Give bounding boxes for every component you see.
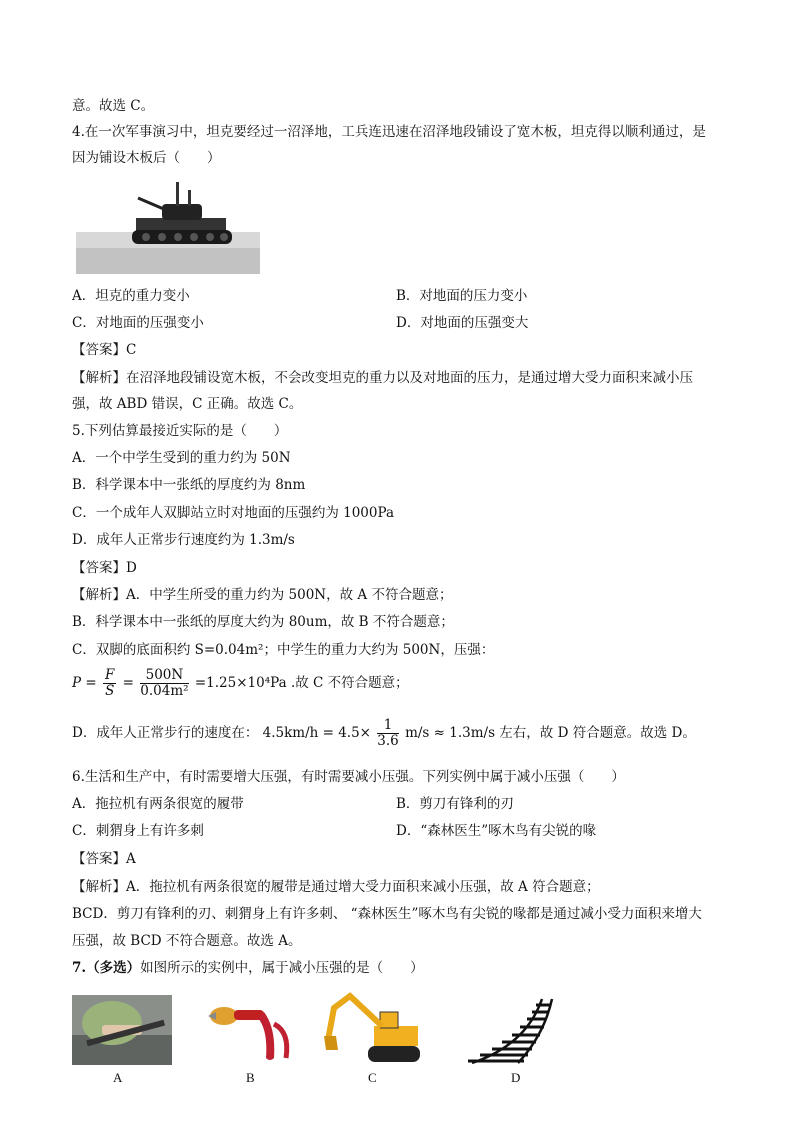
question-7-text: 如图所示的实例中，属于减小压强的是（ ） (140, 960, 424, 976)
fraction-numerator: F (105, 667, 115, 683)
formula-eq: = (85, 675, 97, 691)
safety-hammer-image (204, 998, 298, 1066)
excavator-image (324, 990, 424, 1070)
caption-c: C (368, 1070, 377, 1085)
speed-formula (72, 718, 696, 749)
formula-eq: = (122, 675, 134, 691)
option-5d: D．成年人正常步行速度约为 1.3m/s (72, 532, 295, 548)
explanation-6a: 【解析】A．拖拉机有两条很宽的履带是通过增大受力面积来减小压强，故 A 符合题意； (72, 879, 600, 895)
question-6-stem: 6.生活和生产中，有时需要增大压强，有时需要减小压强。下列实例中属于减小压强（ ） (72, 769, 625, 785)
fraction-f-over-s (103, 668, 116, 699)
formula-tail: 左右，故 D 符合题意。故选 D。 (499, 725, 696, 741)
formula-post: m/s ≈ 1.3m/s (405, 725, 495, 741)
option-4a: A．坦克的重力变小 (72, 288, 190, 304)
option-6b: B．剪刀有锋利的刃 (396, 796, 514, 812)
seatbelt-photo (72, 995, 172, 1065)
explanation-4: 【解析】在沼泽地段铺设宽木板，不会改变坦克的重力以及对地面的压力，是通过增大受力面积来减小压 (72, 370, 693, 386)
explanation-4-cont: 强，故 ABD 错误，C 正确。故选 C。 (72, 396, 303, 412)
caption-b: B (246, 1070, 255, 1085)
formula-prefix: D．成年人正常步行的速度在： (72, 725, 259, 741)
answer-6: 【答案】A (72, 851, 136, 867)
option-5b: B．科学课本中一张纸的厚度约为 8nm (72, 477, 306, 493)
fraction-denominator: S (105, 683, 115, 699)
explanation-5c: C．双脚的底面积约 S=0.04m²；中学生的重力大约为 500N，压强： (72, 642, 495, 658)
option-4d: D．对地面的压强变大 (396, 315, 529, 331)
multi-select-tag: 7.（多选） (72, 960, 141, 976)
option-4b: B．对地面的压力变小 (396, 288, 528, 304)
railway-track-image (466, 995, 566, 1065)
question-4-stem: 4.在一次军事演习中，坦克要经过一沼泽地，工兵连迅速在沼泽地段铺设了宽木板，坦克得以顺利通过，是 (72, 124, 706, 140)
pressure-formula (72, 668, 409, 699)
answer-5: 【答案】D (72, 560, 137, 576)
text-line: 意。故选 C。 (72, 98, 155, 114)
fraction-denominator: 3.6 (377, 733, 399, 749)
option-6a: A．拖拉机有两条很宽的履带 (72, 796, 244, 812)
question-7-stem (72, 958, 424, 978)
option-4c: C．对地面的压强变小 (72, 315, 204, 331)
option-6d: D．“森林医生”啄木鸟有尖锐的喙 (396, 823, 597, 839)
fraction-1-over-3-6 (377, 718, 398, 749)
tank-image (76, 178, 260, 274)
caption-d: D (511, 1070, 521, 1085)
answer-4: 【答案】C (72, 342, 137, 358)
option-5a: A．一个中学生受到的重力约为 50N (72, 450, 291, 466)
explanation-6b-cont: 压强，故 BCD 不符合题意。故选 A。 (72, 933, 302, 949)
formula-result: =1.25×10⁴Pa .故 C 不符合题意； (194, 675, 409, 691)
fraction-values (140, 668, 188, 699)
fraction-numerator: 1 (377, 718, 398, 734)
explanation-6b: BCD．剪刀有锋利的刃、刺猬身上有许多刺、 “森林医生”啄木鸟有尖锐的喙都是通过减小受力面积来增大 (72, 906, 702, 922)
formula-lhs: P (72, 675, 82, 691)
option-6c: C．刺猬身上有许多刺 (72, 823, 204, 839)
option-5c: C．一个成年人双脚站立时对地面的压强约为 1000Pa (72, 505, 395, 521)
formula-middle: 4.5km/h = 4.5× (262, 725, 371, 741)
question-5-stem: 5.下列估算最接近实际的是（ ） (72, 423, 288, 439)
caption-a: A (113, 1070, 123, 1085)
explanation-5b: B．科学课本中一张纸的厚度大约为 80um，故 B 不符合题意； (72, 614, 454, 630)
fraction-denominator: 0.04m² (140, 683, 189, 699)
explanation-5a: 【解析】A．中学生所受的重力约为 500N，故 A 不符合题意； (72, 587, 453, 603)
fraction-numerator: 500N (140, 668, 188, 684)
question-4-stem-cont: 因为铺设木板后（ ） (72, 150, 221, 166)
